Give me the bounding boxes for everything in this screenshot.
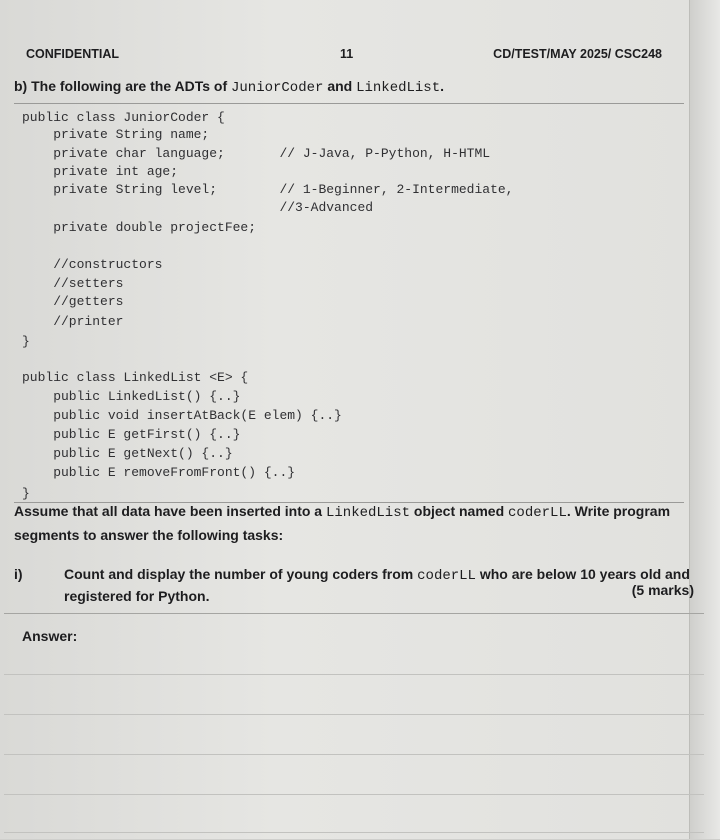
task-part2: who are below 10 years old and registered for Python. xyxy=(64,566,690,604)
answer-line xyxy=(4,832,704,833)
intro-and: and xyxy=(327,78,353,94)
code-line: public LinkedList() {..} xyxy=(22,389,241,404)
code-line: public void insertAtBack(E elem) {..} xyxy=(22,408,342,423)
intro-suffix: . xyxy=(440,78,444,94)
code-line: //setters xyxy=(22,276,124,291)
code-line: //constructors xyxy=(22,257,163,272)
page-number: 11 xyxy=(340,47,354,61)
intro-prefix: b) The following are the ADTs of xyxy=(14,78,228,94)
assume-part1: Assume that all data have been inserted into a xyxy=(14,503,323,519)
code-line: public E getNext() {..} xyxy=(22,446,233,461)
code-line: public E removeFromFront() {..} xyxy=(22,465,296,480)
page-header xyxy=(26,47,666,67)
task-number: i) xyxy=(14,566,23,582)
code-line: private String name; xyxy=(22,127,210,142)
answer-area[interactable] xyxy=(4,613,704,840)
assumption-text xyxy=(14,500,682,546)
code-line: private int age; xyxy=(22,164,179,179)
code-line: public class LinkedList <E> { xyxy=(22,370,249,385)
intro-class-juniorcoder: JuniorCoder xyxy=(231,80,324,96)
assume-part2: object named xyxy=(413,503,505,519)
answer-line xyxy=(4,754,704,755)
answer-line xyxy=(4,714,704,715)
question-intro xyxy=(14,78,444,96)
intro-class-linkedlist: LinkedList xyxy=(356,80,441,96)
assume-object-name: coderLL xyxy=(508,505,567,521)
task-part1: Count and display the number of young coders from xyxy=(64,566,414,582)
assume-object-class: LinkedList xyxy=(325,505,410,521)
code-line: private double projectFee; xyxy=(22,220,257,235)
answer-label: Answer: xyxy=(22,628,78,644)
task-list-name: coderLL xyxy=(417,568,476,584)
code-line: private String level; // 1-Beginner, 2-Intermediate, xyxy=(22,182,514,197)
adt-code-box xyxy=(14,103,684,503)
code-line: //printer xyxy=(22,314,124,329)
answer-line xyxy=(4,674,704,675)
task-marks: (5 marks) xyxy=(631,582,694,598)
confidential-label: CONFIDENTIAL xyxy=(26,47,120,61)
code-line: public class JuniorCoder { xyxy=(22,110,225,125)
code-line: } xyxy=(22,486,30,501)
exam-code: CD/TEST/MAY 2025/ CSC248 xyxy=(493,47,662,61)
task-text xyxy=(64,564,699,606)
code-line: private char language; // J-Java, P-Python, H-HTML xyxy=(22,146,491,161)
assume-part3: . Write program segments to answer the following tasks: xyxy=(14,503,671,543)
code-line: //3-Advanced xyxy=(22,200,374,215)
answer-line xyxy=(4,794,704,795)
code-line: //getters xyxy=(22,294,124,309)
code-line: public E getFirst() {..} xyxy=(22,427,241,442)
code-line: } xyxy=(22,334,30,349)
